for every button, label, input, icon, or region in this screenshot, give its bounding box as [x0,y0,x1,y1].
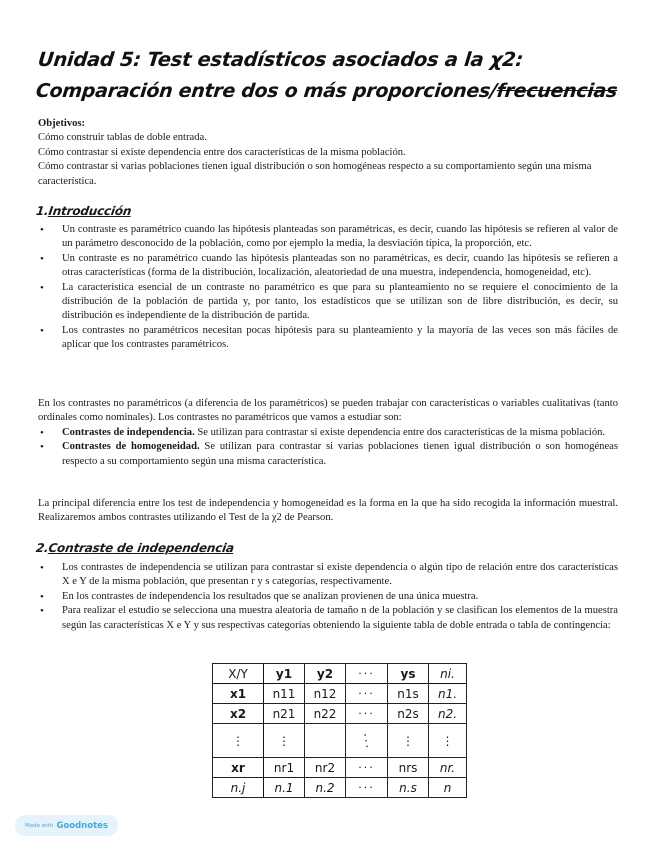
section-number: 1. [35,204,50,218]
unit-subtitle-struck: frecuencias [495,80,619,102]
list-item: • Un contraste es paramétrico cuando las hipótesis planteadas son paramétricas, es decir, cuando las hipótesis se refieren al valor de un parámetro desconocido de la población, como por ejemplo la media, la desviación típica, la proporción, etc. [38,223,618,252]
table-cell: n2. [429,704,467,724]
table-header-row [213,664,467,684]
table-cell: n22 [305,704,346,724]
introduction-bullets [38,223,618,353]
list-item: • Los contrastes no paramétricos necesitan pocas hipótesis para su planteamiento y la mayoría de las veces son más fáciles de aplicar que los contrastes paramétricos. [38,324,618,353]
table-row [213,684,467,704]
objective-item: Cómo contrastar si varias poblaciones tienen igual distribución o son homogéneas respecto a su comportamiento según una misma característica. [38,161,592,187]
badge-brand: Goodnotes [56,820,108,831]
table-totals-row [213,778,467,798]
list-item: • La característica esencial de un contraste no paramétrico es que para su planteamiento no se requiere el conocimiento de la distribución de la población de partida y, por tanto, los estadísticos que se utilizan son de libre distribución, es decir, su distribución es independiente de la distribución de partida. [38,281,618,324]
table-cell: y2 [305,664,346,684]
contrast-type-label: Contrastes de independencia. [62,427,195,438]
objective-item: Cómo contrastar si existe dependencia entre dos características de la misma población. [38,146,406,158]
list-item: • En los contrastes de independencia los resultados que se analizan provienen de una única muestra. [38,590,618,604]
contrast-type-text: Se utilizan para contrastar si existe dependencia entre dos características de la misma población. [194,427,606,438]
list-item: • Un contraste es no paramétrico cuando las hipótesis planteadas son no paramétricas, es decir, cuando las hipótesis se refieren a otras características (forma de la distribución, localización, aleatoriedad de una muestra, independencia, homogeneidad, etc). [38,252,618,281]
table-cell: ⋮ [213,724,264,758]
section-number: 2. [35,541,50,555]
table-cell: n11 [264,684,305,704]
table-cell: ⋮ [429,724,467,758]
table-cell: x2 [213,704,264,724]
table-cell: x1 [213,684,264,704]
table-cell: ··· [346,778,388,798]
table-cell: n21 [264,704,305,724]
table-cell: nr1 [264,758,305,778]
table-cell: n1s [388,684,429,704]
section-title: Introducción [47,204,133,218]
table-cell: y1 [264,664,305,684]
contingency-table [212,663,467,798]
table-cell: ··· [346,758,388,778]
made-with-goodnotes-badge[interactable] [15,815,118,836]
badge-prefix: Made with [25,822,54,829]
table-cell: nr. [429,758,467,778]
table-cell: n1. [429,684,467,704]
diagonal-dots: ⋱ [356,730,377,751]
list-item: • Los contrastes de independencia se utilizan para contrastar si existe dependencia o algún tipo de relación entre dos características X e Y de la misma población, que presentan r y s categorías, respectivamente. [38,561,618,590]
table-cell: ⋮ [264,724,305,758]
list-item: • Para realizar el estudio se selecciona una muestra aleatoria de tamaño n de la población y se clasifican los elementos de la muestra según las características X e Y y sus respectivas categorías obteniendo la siguiente tabla de doble entrada o tabla de contingencia: [38,604,618,633]
table-row [213,758,467,778]
table-row [213,704,467,724]
list-item [38,426,618,440]
objectives-block [38,117,618,189]
table-cell: n.1 [264,778,305,798]
contrast-types-list [38,426,618,469]
table-cell: ⋮ [388,724,429,758]
table-cell: ni. [429,664,467,684]
nonparametric-paragraph: En los contrastes no paramétricos (a diferencia de los paramétricos) se pueden trabajar con características o variables cualitativas (tanto ordinales como nominales). Los contrastes no paramétricos que vamos a estudiar son: [38,398,618,424]
unit-title: Unidad 5: Test estadísticos asociados a la χ2: [36,48,525,71]
table-cell: nrs [388,758,429,778]
unit-subtitle-main: Comparación entre dos o más proporciones/ [34,80,498,102]
objective-item: Cómo construir tablas de doble entrada. [38,132,207,144]
table-cell: nr2 [305,758,346,778]
table-cell: n.2 [305,778,346,798]
contrast-type-text: Se utilizan para contrastar si varias poblaciones tienen igual distribución o son homogéneas respecto a su comportamiento según una misma característica. [62,441,618,467]
table-cell: ··· [346,704,388,724]
table-cell: ys [388,664,429,684]
section-heading-independence [35,541,235,555]
table-cell: n.s [388,778,429,798]
table-cell: X/Y [213,664,264,684]
independence-bullets [38,561,618,633]
table-cell: ··· [346,664,388,684]
table-cell [346,724,388,758]
table-cell: ··· [346,684,388,704]
section-title: Contraste de independencia [47,541,235,555]
table-cell [305,724,346,758]
difference-paragraph: La principal diferencia entre los test de independencia y homogeneidad es la forma en la que ha sido recogida la información muestral. Realizaremos ambos contrastes utilizando el Test de la χ2 de Pearson. [38,498,618,524]
unit-subtitle [35,80,618,102]
table-cell: n12 [305,684,346,704]
section-heading-introduction [35,204,132,218]
table-cell: xr [213,758,264,778]
objectives-heading: Objetivos: [38,118,86,129]
table-cell: n.j [213,778,264,798]
table-row [213,724,467,758]
contrast-type-label: Contrastes de homogeneidad. [62,441,200,453]
table-cell: n2s [388,704,429,724]
list-item [38,440,618,469]
table-cell: n [429,778,467,798]
